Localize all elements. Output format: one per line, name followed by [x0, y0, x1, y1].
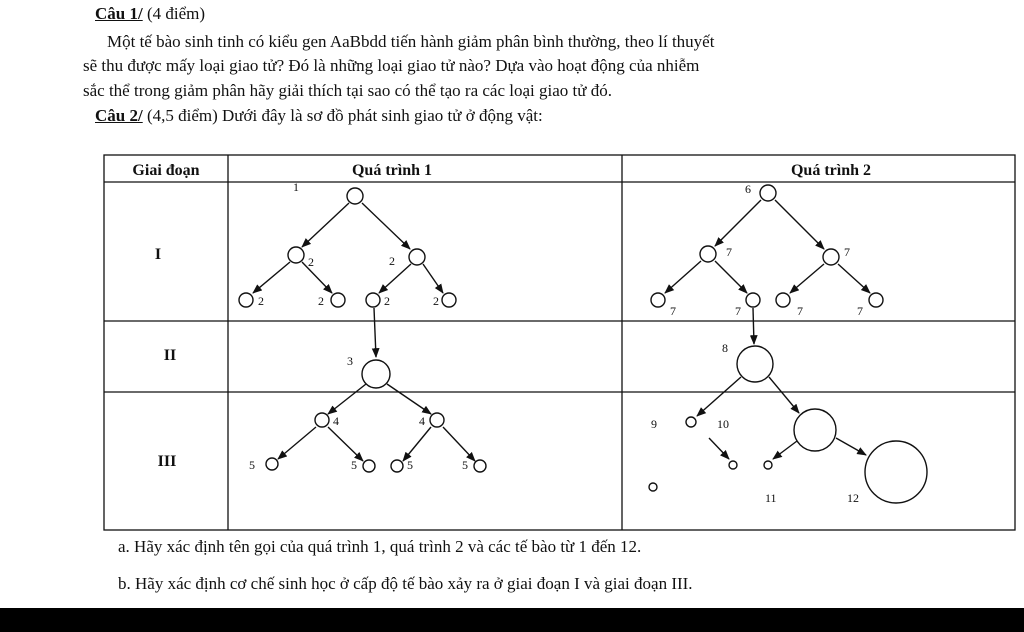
p1-label-2b: 2 [389, 254, 395, 268]
p2-label-7f: 7 [857, 304, 863, 318]
p2-arrow-9-polar [709, 438, 729, 459]
q2-intro: (4,5 điểm) Dưới đây là sơ đồ phát sinh giao tử ở động vật: [146, 106, 543, 125]
table-grid [104, 155, 1015, 530]
p1-cell-2c [239, 293, 253, 307]
p2-cell-9 [686, 417, 696, 427]
p2-arrow-7a-7d [715, 261, 747, 293]
p1-cell-5b [363, 460, 375, 472]
p2-label-7a: 7 [726, 245, 732, 259]
p2-label-7c: 7 [670, 304, 676, 318]
question-a: a. Hãy xác định tên gọi của quá trình 1, quá trình 2 và các tế bào từ 1 đến 12. [118, 537, 642, 556]
p2-label-7b: 7 [844, 245, 850, 259]
p1-cell-5a [266, 458, 278, 470]
p1-cell-4b [430, 413, 444, 427]
header-process-2: Quá trình 2 [790, 162, 872, 179]
process-2-labels [651, 182, 863, 505]
bottom-bar [0, 608, 1024, 632]
p2-cell-7a [700, 246, 716, 262]
stage-label-3: III [157, 453, 177, 470]
question-b: b. Hãy xác định cơ chế sinh học ở cấp độ tế bào xảy ra ở giai đoạn I và giai đoạn III. [118, 574, 693, 593]
p2-cell-7b [823, 249, 839, 265]
p1-arrow-4a-5a [278, 427, 316, 459]
p1-label-4a: 4 [333, 414, 339, 428]
p1-arrow-2a-2c [253, 262, 290, 293]
p2-label-10: 10 [717, 417, 729, 431]
p2-label-6: 6 [745, 182, 751, 196]
p1-arrow-1-2b [362, 203, 410, 249]
p1-arrow-4a-5b [328, 427, 363, 461]
p2-arrow-10-12 [836, 438, 866, 455]
p2-label-11: 11 [765, 491, 777, 505]
p1-arrow-3-4b [387, 384, 431, 414]
p2-label-9: 9 [651, 417, 657, 431]
header-stage: Giai đoạn [132, 162, 200, 179]
p2-cell-6 [760, 185, 776, 201]
p1-arrow-4b-5c [403, 427, 431, 461]
p2-arrow-10-11 [773, 441, 797, 459]
p1-label-2a: 2 [308, 255, 314, 269]
p2-cell-10 [794, 409, 836, 451]
p2-arrow-6-7a [715, 200, 761, 246]
stage-label-2: II [163, 347, 177, 364]
p2-polar-body-b [729, 461, 737, 469]
p1-arrow-2a-2d [302, 262, 332, 293]
p1-label-2e: 2 [384, 294, 390, 308]
p1-cell-3 [362, 360, 390, 388]
p2-cell-7c [651, 293, 665, 307]
p2-label-7d: 7 [735, 304, 741, 318]
p1-label-5a: 5 [249, 458, 255, 472]
p1-label-4b: 4 [419, 414, 425, 428]
process-1-labels [249, 180, 468, 472]
q1-line2: sẽ thu được mấy loại giao tử? Đó là những loại giao tử nào? Dựa vào hoạt động của nhiễm [83, 56, 700, 75]
p2-cell-12 [865, 441, 927, 503]
p2-label-7e: 7 [797, 304, 803, 318]
p1-arrow-2b-2f [423, 264, 443, 293]
p1-label-5b: 5 [351, 458, 357, 472]
p1-label-5c: 5 [407, 458, 413, 472]
q1-line1: Một tế bào sinh tinh có kiểu gen AaBbdd tiến hành giảm phân bình thường, theo lí thuyết [107, 32, 715, 51]
table-border [104, 155, 1015, 530]
p1-label-5d: 5 [462, 458, 468, 472]
p2-arrow-8-10 [769, 377, 799, 413]
p2-arrow-7b-7e [790, 264, 824, 293]
q1-line3: sắc thể trong giảm phân hãy giải thích tại sao có thể tạo ra các loại giao tử đó. [83, 81, 612, 100]
p1-cell-5d [474, 460, 486, 472]
p1-label-1: 1 [293, 180, 299, 194]
p1-cell-4a [315, 413, 329, 427]
p2-label-12: 12 [847, 491, 859, 505]
p1-cell-2f [442, 293, 456, 307]
p2-arrow-8-9 [697, 377, 741, 416]
p1-cell-2a [288, 247, 304, 263]
q1-points: (4 điểm) [146, 4, 206, 23]
p2-arrow-7a-7c [665, 261, 701, 293]
p2-arrow-6-7b [775, 200, 824, 249]
p2-cell-7e [776, 293, 790, 307]
p1-arrow-2e-3 [374, 308, 376, 357]
p2-arrow-7d-8 [753, 308, 754, 344]
p1-cell-1 [347, 188, 363, 204]
p1-label-3: 3 [347, 354, 353, 368]
p2-cell-11 [764, 461, 772, 469]
p1-label-2c: 2 [258, 294, 264, 308]
p2-cell-7f [869, 293, 883, 307]
p2-cell-7d [746, 293, 760, 307]
stage-label-1: I [154, 246, 162, 263]
p2-polar-body-a [649, 483, 657, 491]
q1-heading: Câu 1/ [95, 4, 143, 23]
process-1-diagram [239, 188, 486, 472]
p1-arrow-4b-5d [443, 427, 475, 461]
p1-label-2f: 2 [433, 294, 439, 308]
p1-cell-2b [409, 249, 425, 265]
p1-arrow-1-2a [302, 203, 349, 247]
p1-label-2d: 2 [318, 294, 324, 308]
p1-cell-2e [366, 293, 380, 307]
p2-arrow-7b-7f [838, 264, 870, 293]
p1-arrow-3-4a [328, 384, 366, 414]
p1-cell-5c [391, 460, 403, 472]
p2-label-8: 8 [722, 341, 728, 355]
q2-heading: Câu 2/ [95, 106, 143, 125]
header-process-1: Quá trình 1 [351, 162, 433, 179]
process-2-diagram [649, 185, 927, 503]
p1-cell-2d [331, 293, 345, 307]
p1-arrow-2b-2e [379, 264, 411, 293]
p2-cell-8 [737, 346, 773, 382]
